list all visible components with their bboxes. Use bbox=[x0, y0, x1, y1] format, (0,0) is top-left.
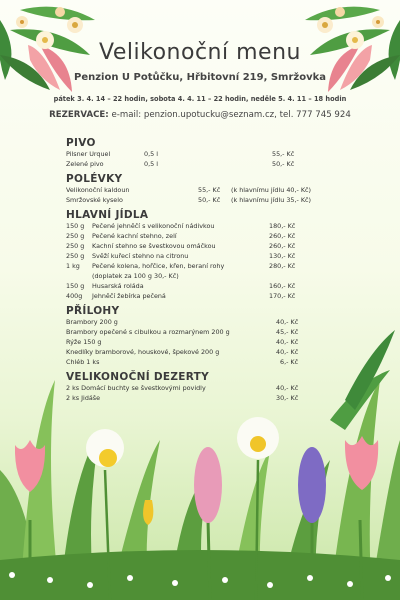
item-name: Pilsner Urquel bbox=[66, 150, 111, 158]
item-qty: 1 kg bbox=[66, 262, 80, 270]
item-price: 130,- Kč bbox=[269, 252, 296, 260]
menu-item bbox=[66, 149, 356, 159]
section-title-dezerty: VELIKONOČNÍ DEZERTY bbox=[66, 371, 210, 383]
page-title: Velikonoční menu bbox=[99, 40, 301, 65]
menu-item bbox=[66, 357, 356, 367]
reservation-label: REZERVACE: bbox=[49, 110, 109, 120]
item-name: Svěží kuřecí stehno na citronu bbox=[92, 252, 189, 260]
opening-hours: pátek 3. 4. 14 – 22 hodin, sobota 4. 4. 11 – 22 hodin, neděle 5. 4. 11 – 18 hodin bbox=[53, 95, 347, 103]
menu-item bbox=[66, 281, 356, 291]
menu-item bbox=[66, 241, 356, 251]
menu-item bbox=[66, 195, 356, 205]
item-price: 55,- Kč bbox=[198, 186, 221, 194]
item-price: 260,- Kč bbox=[269, 242, 296, 250]
reservation-contact bbox=[0, 110, 400, 120]
item-price: 40,- Kč bbox=[276, 384, 299, 392]
menu-item bbox=[66, 221, 356, 231]
item-name: Brambory opečené s cibulkou a rozmarýnem 200 g bbox=[66, 328, 230, 336]
item-price: 160,- Kč bbox=[269, 282, 296, 290]
reservation-details: e-mail: penzion.upotucku@seznam.cz, tel. 777 745 924 bbox=[111, 110, 351, 120]
menu-item bbox=[66, 185, 356, 195]
restaurant-address: Penzion U Potůčku, Hřbitovní 219, Smržovka bbox=[73, 72, 327, 83]
item-note: (k hlavnímu jídlu 35,- Kč) bbox=[231, 196, 312, 204]
item-price: 45,- Kč bbox=[276, 328, 299, 336]
item-name: Husarská roláda bbox=[92, 282, 144, 290]
menu-item bbox=[66, 337, 356, 347]
item-price: 170,- Kč bbox=[269, 292, 296, 300]
item-price: 50,- Kč bbox=[272, 160, 295, 168]
item-price: 180,- Kč bbox=[269, 222, 296, 230]
item-price: 55,- Kč bbox=[272, 150, 295, 158]
menu-list bbox=[66, 133, 356, 403]
section-title-polevky: POLÉVKY bbox=[66, 173, 123, 185]
item-name: Pečené jehněčí s velikonoční nádivkou bbox=[92, 222, 215, 230]
item-name: 2 ks Jidáše bbox=[66, 394, 101, 402]
item-price: 6,- Kč bbox=[280, 358, 299, 366]
menu-item bbox=[66, 383, 356, 393]
item-size: 0,5 l bbox=[144, 160, 158, 168]
item-qty: 150 g bbox=[66, 222, 85, 230]
item-size: 0,5 l bbox=[144, 150, 158, 158]
item-name: Pečené kachní stehno, zelí bbox=[92, 232, 177, 240]
item-name: Brambory 200 g bbox=[66, 318, 118, 326]
menu-item bbox=[66, 159, 356, 169]
item-qty: 250 g bbox=[66, 232, 85, 240]
item-name: Pečené kolena, hořčice, křen, beraní rohy bbox=[92, 262, 225, 270]
item-name: Rýže 150 g bbox=[66, 338, 102, 346]
menu-item bbox=[66, 317, 356, 327]
item-name: 2 ks Domácí buchty se švestkovými povidly bbox=[66, 384, 206, 392]
item-qty: 150 g bbox=[66, 282, 85, 290]
menu-item bbox=[66, 251, 356, 261]
menu-item bbox=[66, 231, 356, 241]
section-title-prilohy: PŘÍLOHY bbox=[66, 305, 120, 317]
item-name: Zelené pivo bbox=[66, 160, 104, 168]
item-name: Velikonoční kaldoun bbox=[66, 186, 130, 194]
item-name: Kachní stehno se švestkovou omáčkou bbox=[92, 242, 216, 250]
item-price: 40,- Kč bbox=[276, 318, 299, 326]
menu-item-note bbox=[66, 271, 356, 281]
item-name: Chléb 1 ks bbox=[66, 358, 100, 366]
item-price: 50,- Kč bbox=[198, 196, 221, 204]
item-qty: 400g bbox=[66, 292, 83, 300]
item-note: (k hlavnímu jídlu 40,- Kč) bbox=[231, 186, 312, 194]
item-qty: 250 g bbox=[66, 252, 85, 260]
item-name: (doplatek za 100 g 30,- Kč) bbox=[92, 272, 179, 280]
menu-item bbox=[66, 291, 356, 301]
menu-item bbox=[66, 261, 356, 271]
item-name: Knedlíky bramborové, houskové, špekové 200 g bbox=[66, 348, 220, 356]
item-name: Jehněčí žebírka pečená bbox=[92, 292, 166, 300]
item-price: 280,- Kč bbox=[269, 262, 296, 270]
item-qty: 250 g bbox=[66, 242, 85, 250]
item-price: 260,- Kč bbox=[269, 232, 296, 240]
menu-item bbox=[66, 347, 356, 357]
item-price: 40,- Kč bbox=[276, 338, 299, 346]
section-title-hlavni: HLAVNÍ JÍDLA bbox=[66, 209, 149, 221]
section-title-pivo: PIVO bbox=[66, 137, 96, 149]
item-price: 30,- Kč bbox=[276, 394, 299, 402]
menu-item bbox=[66, 327, 356, 337]
item-price: 40,- Kč bbox=[276, 348, 299, 356]
menu-item bbox=[66, 393, 356, 403]
item-name: Smržovské kyselo bbox=[66, 196, 123, 204]
